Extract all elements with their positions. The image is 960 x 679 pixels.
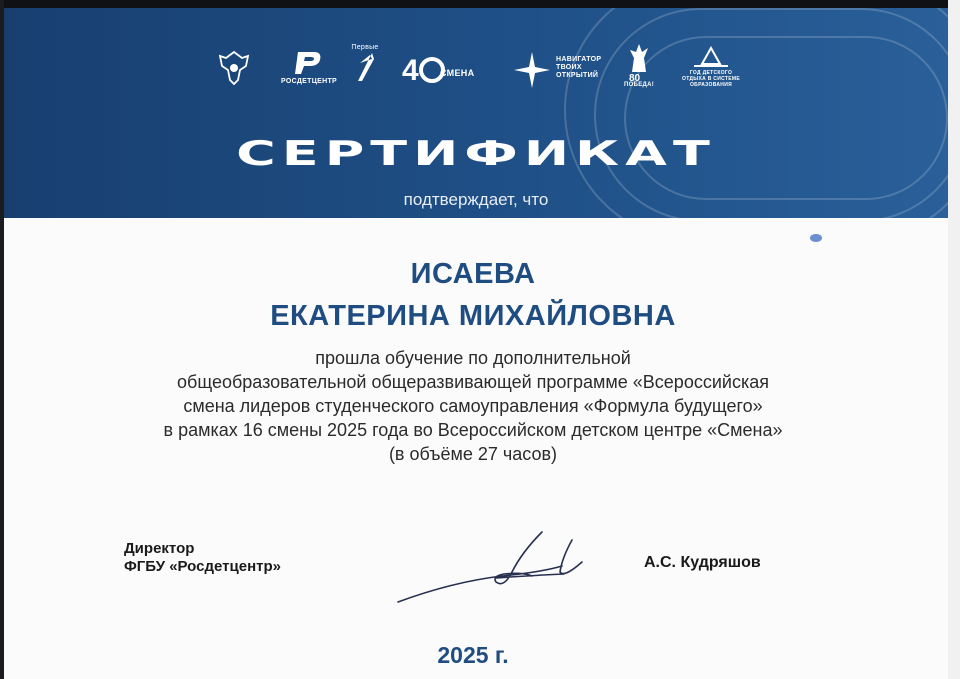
- scan-border-left: [0, 0, 4, 679]
- svg-text:4: 4: [402, 54, 419, 87]
- logo-caption: СМЕНА: [440, 68, 475, 78]
- recipient-surname: ИСАЕВА: [410, 258, 536, 290]
- issue-year: 2025 г.: [437, 642, 509, 668]
- signer-name: А.С. Кудряшов: [644, 554, 761, 571]
- rosdetcenter-logo: [274, 48, 344, 85]
- compass-star-icon: [512, 50, 552, 90]
- logo-caption: Первые: [351, 44, 379, 51]
- recipient-given-names: ЕКАТЕРИНА МИХАЙЛОВНА: [270, 300, 676, 332]
- rosdetcenter-icon: [274, 48, 344, 78]
- director-organization: ФГБУ «Росдетцентр»: [124, 558, 281, 575]
- emblem-icon: [212, 48, 256, 88]
- body-line: смена лидеров студенческого самоуправления «Формула будущего»: [183, 396, 763, 416]
- scan-border-top: [0, 0, 960, 8]
- logo-caption: НАВИГАТОР ТВОИХ ОТКРЫТИЙ: [556, 56, 602, 79]
- svg-text:80: 80: [629, 73, 641, 82]
- smena-40-logo: [400, 50, 496, 90]
- ink-speck: [810, 234, 822, 242]
- certificate-title: СЕРТИФИКАТ: [236, 134, 716, 174]
- pervye-logo: [350, 44, 380, 85]
- body-line: (в объёме 27 часов): [388, 444, 558, 464]
- pobeda-80-logo: [624, 42, 654, 88]
- body-line: в рамках 16 смены 2025 года во Всероссийском детском центре «Смена»: [163, 420, 783, 440]
- director-position: Директор: [124, 540, 195, 557]
- certificate-body: [0, 346, 946, 466]
- director-title: [124, 540, 281, 576]
- ministry-emblem-logo: [212, 48, 256, 88]
- handwritten-signature: [392, 522, 612, 612]
- body-line: прошла обучение по дополнительной: [315, 348, 631, 368]
- pervye-icon: [350, 51, 380, 85]
- logo-caption: РОСДЕТЦЕНТР: [281, 78, 337, 85]
- god-otdykha-logo: [680, 46, 742, 88]
- logo-caption: ПОБЕДА!: [624, 82, 654, 88]
- certificate-subtitle: подтверждает, что: [403, 190, 549, 209]
- body-line: общеобразовательной общеразвивающей программе «Всероссийская: [177, 372, 769, 392]
- monument-icon: [624, 42, 654, 82]
- logo-caption: ГОД ДЕТСКОГО ОТДЫХА В СИСТЕМЕ ОБРАЗОВАНИЯ: [682, 70, 740, 88]
- scan-border-right: [948, 0, 960, 679]
- sailboat-icon: [680, 46, 742, 70]
- partner-logos: [4, 44, 948, 104]
- header-banner: [4, 8, 948, 218]
